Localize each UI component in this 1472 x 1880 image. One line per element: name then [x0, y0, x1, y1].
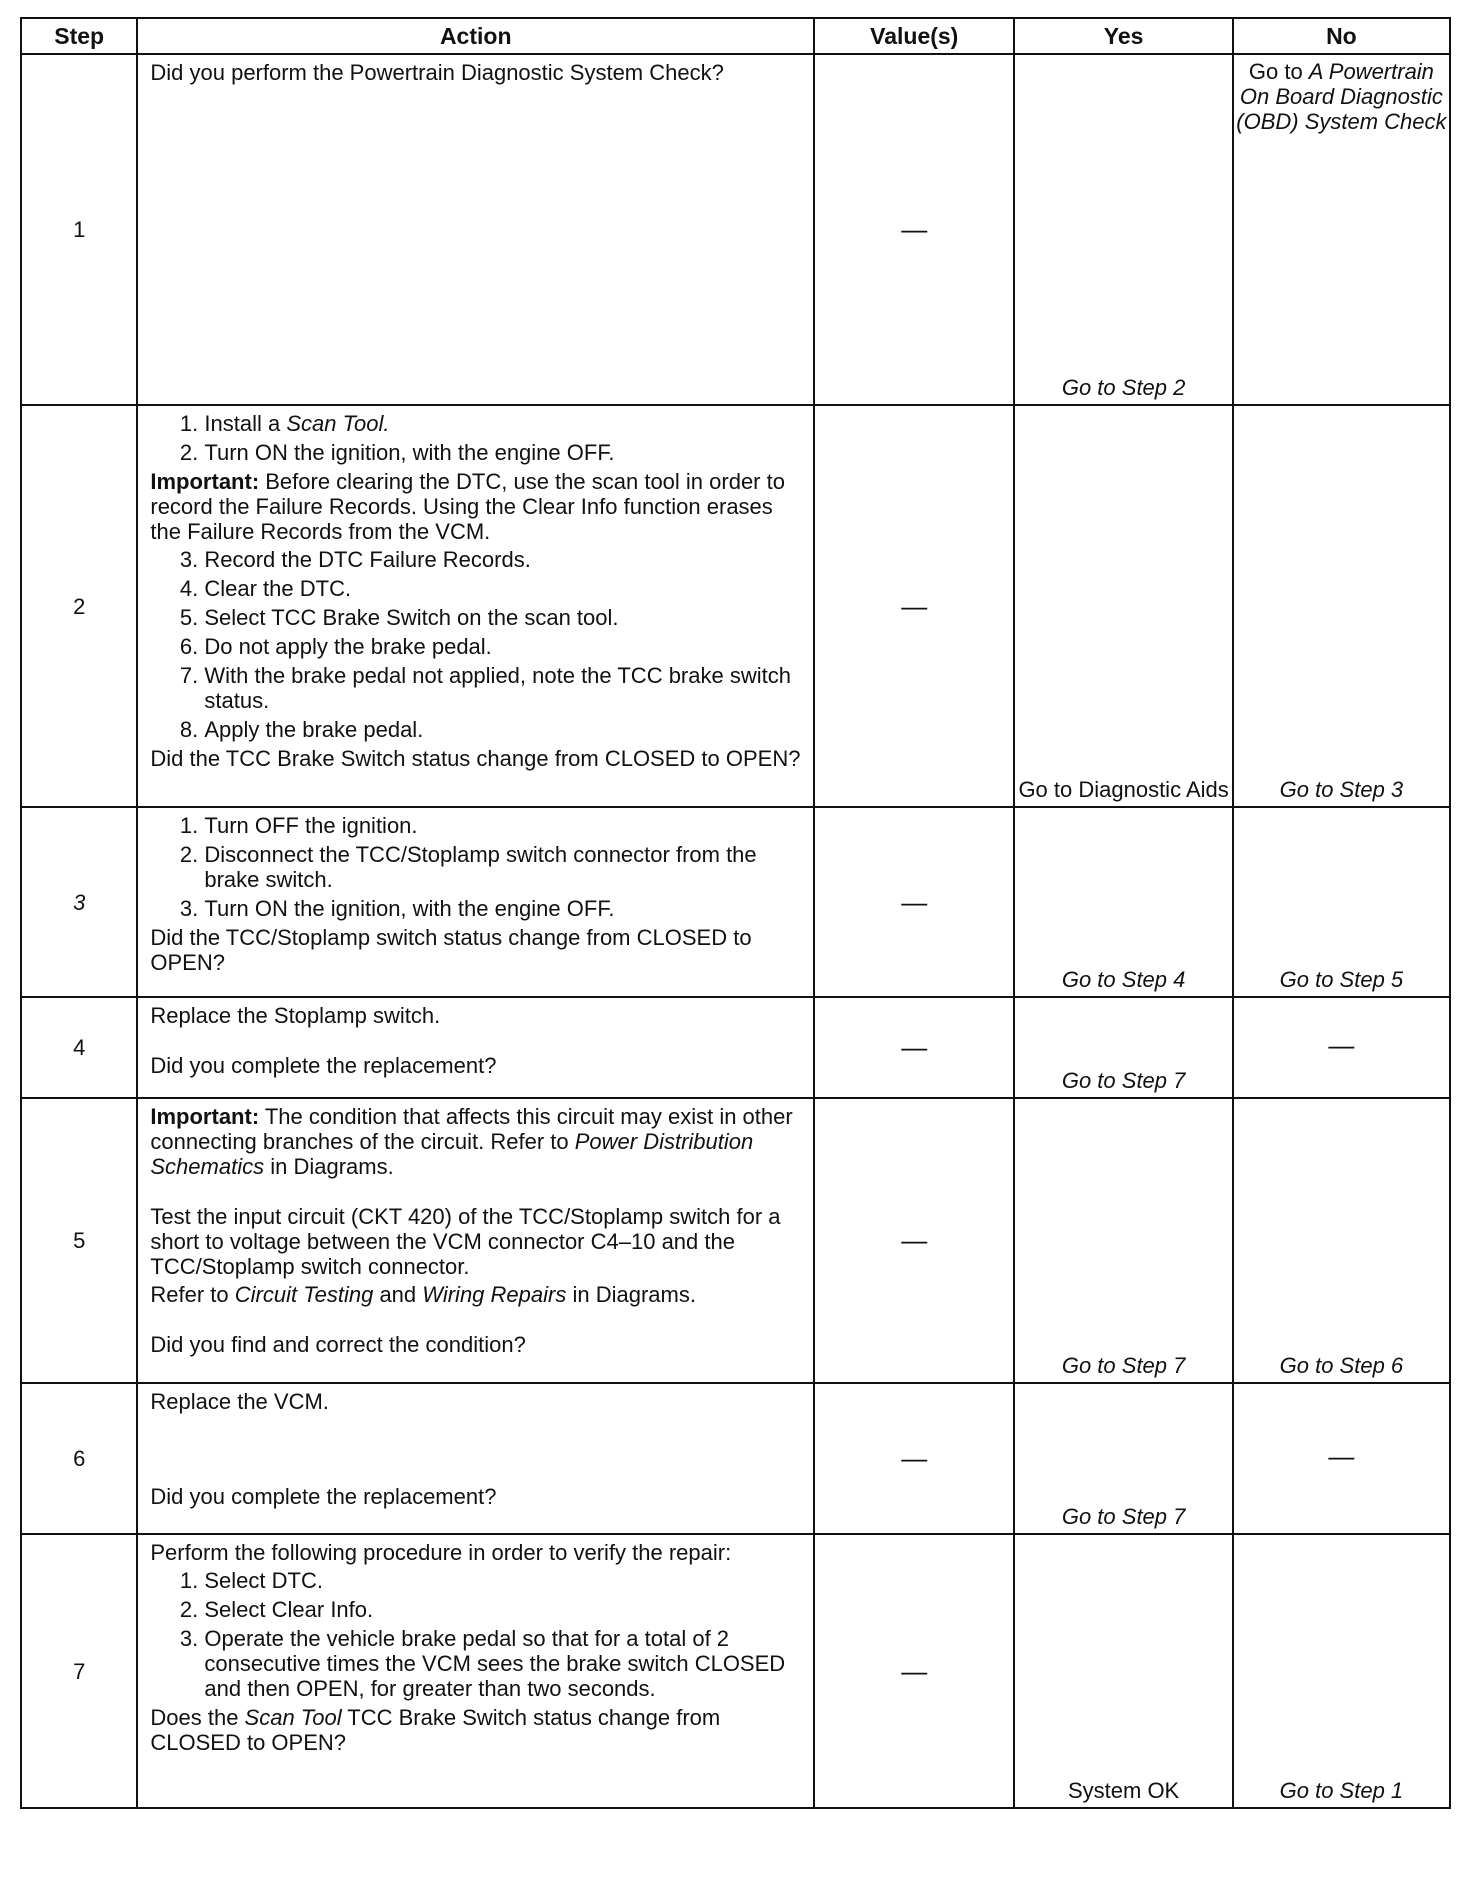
important-note — [150, 469, 803, 544]
step-list — [150, 1568, 803, 1701]
value-cell: — — [814, 54, 1014, 405]
table-row — [21, 997, 1450, 1098]
no-cell: Go to Step 3 — [1233, 405, 1450, 807]
header-row — [21, 18, 1450, 54]
value-cell: — — [814, 1534, 1014, 1808]
table-row — [21, 405, 1450, 807]
list-item: 3. Record the DTC Failure Records. — [204, 547, 803, 572]
step-number: 3 — [21, 807, 137, 997]
action-question: Did you complete the replacement? — [150, 1484, 497, 1509]
step-number: 7 — [21, 1534, 137, 1808]
action-question: Did you complete the replacement? — [150, 1053, 497, 1078]
header-no: No — [1233, 18, 1450, 54]
action-cell — [137, 54, 814, 405]
list-item: 2. Select Clear Info. — [204, 1597, 803, 1622]
table-row — [21, 1534, 1450, 1808]
table-row — [21, 807, 1450, 997]
no-prefix: Go to — [1248, 59, 1309, 84]
header-action: Action — [137, 18, 814, 54]
header-yes: Yes — [1014, 18, 1232, 54]
table-row — [21, 1383, 1450, 1534]
diagrams-ref: Diagrams. — [595, 1282, 696, 1307]
step-list — [150, 813, 803, 921]
step-list — [150, 547, 803, 742]
step-number: 1 — [21, 54, 137, 405]
value-cell: — — [814, 997, 1014, 1098]
action-question: Did the TCC Brake Switch status change from CLOSED to OPEN? — [150, 746, 801, 771]
list-item: 1. Select DTC. — [204, 1568, 803, 1593]
important-text: Before clearing the DTC, use the scan tool in order to record the Failure Records. Using the Clear Info function erases the Failure Records from the VCM. — [150, 469, 785, 544]
diagnostic-table — [20, 17, 1451, 1809]
important-label: Important: — [150, 1104, 260, 1129]
yes-cell: Go to Step 4 — [1014, 807, 1232, 997]
action-cell — [137, 405, 814, 807]
list-item: 2. Turn ON the ignition, with the engine OFF. — [204, 440, 803, 465]
header-step: Step — [21, 18, 137, 54]
action-cell — [137, 807, 814, 997]
list-item: 3. Operate the vehicle brake pedal so that for a total of 2 consecutive times the VCM sees the brake switch CLOSED and then OPEN, for greater than two seconds. — [204, 1626, 803, 1701]
yes-cell: Go to Step 7 — [1014, 1098, 1232, 1383]
list-item: 5. Select TCC Brake Switch on the scan tool. — [204, 605, 803, 630]
yes-cell: System OK — [1014, 1534, 1232, 1808]
list-item: 8. Apply the brake pedal. — [204, 717, 803, 742]
step-number: 6 — [21, 1383, 137, 1534]
wiring-repairs-ref: Wiring Repairs — [422, 1282, 567, 1307]
list-item: 3. Turn ON the ignition, with the engine OFF. — [204, 896, 803, 921]
pds-ref: Power Distribution Schematics — [150, 1129, 754, 1179]
no-cell — [1233, 54, 1450, 405]
no-cell: — — [1233, 1383, 1450, 1534]
action-question: Did you perform the Powertrain Diagnostic System Check? — [150, 60, 724, 85]
action-cell — [137, 997, 814, 1098]
step-number: 5 — [21, 1098, 137, 1383]
no-cell: Go to Step 1 — [1233, 1534, 1450, 1808]
scan-tool-ref: Scan Tool. — [286, 411, 390, 436]
no-cell: — — [1233, 997, 1450, 1098]
action-question: Does the Scan Tool TCC Brake Switch status change from CLOSED to OPEN? — [150, 1705, 721, 1755]
action-question: Did you find and correct the condition? — [150, 1332, 526, 1357]
important-label: Important: — [150, 469, 260, 494]
list-item: 6. Do not apply the brake pedal. — [204, 634, 803, 659]
action-cell — [137, 1098, 814, 1383]
list-item: 7. With the brake pedal not applied, note the TCC brake switch status. — [204, 663, 803, 713]
table-row — [21, 54, 1450, 405]
diagrams-ref: Diagrams. — [293, 1154, 394, 1179]
value-cell: — — [814, 807, 1014, 997]
value-cell: — — [814, 405, 1014, 807]
action-question: Did the TCC/Stoplamp switch status change from CLOSED to OPEN? — [150, 925, 752, 975]
action-cell — [137, 1534, 814, 1808]
test-text: Test the input circuit (CKT 420) of the TCC/Stoplamp switch for a short to voltage between the VCM connector C4–10 and the TCC/Stoplamp switch connector. — [150, 1204, 781, 1279]
no-cell: Go to Step 6 — [1233, 1098, 1450, 1383]
scan-tool-ref: Scan Tool — [244, 1705, 342, 1730]
yes-cell: Go to Step 7 — [1014, 1383, 1232, 1534]
value-cell: — — [814, 1383, 1014, 1534]
action-cell — [137, 1383, 814, 1534]
refer-line: Refer to Circuit Testing and Wiring Repairs in Diagrams. — [150, 1282, 696, 1307]
action-line: Replace the Stoplamp switch. — [150, 1003, 441, 1028]
list-item: 2. Disconnect the TCC/Stoplamp switch connector from the brake switch. — [204, 842, 803, 892]
no-link: A Powertrain On Board Diagnostic (OBD) System Check — [1236, 59, 1447, 134]
no-cell: Go to Step 5 — [1233, 807, 1450, 997]
action-line: Replace the VCM. — [150, 1389, 329, 1414]
important-note: Important: The condition that affects this circuit may exist in other connecting branches of the circuit. Refer to Power Distribution Schematics in Diagrams. — [150, 1104, 793, 1179]
step-number: 4 — [21, 997, 137, 1098]
list-item: 1. Install a Scan Tool. — [204, 411, 803, 436]
yes-cell: Go to Step 7 — [1014, 997, 1232, 1098]
step-list — [150, 411, 803, 465]
yes-cell: Go to Diagnostic Aids — [1014, 405, 1232, 807]
yes-cell: Go to Step 2 — [1014, 54, 1232, 405]
header-values: Value(s) — [814, 18, 1014, 54]
action-intro: Perform the following procedure in order to verify the repair: — [150, 1540, 732, 1565]
value-cell: — — [814, 1098, 1014, 1383]
step-number: 2 — [21, 405, 137, 807]
list-item: 1. Turn OFF the ignition. — [204, 813, 803, 838]
circuit-testing-ref: Circuit Testing — [234, 1282, 374, 1307]
list-item: 4. Clear the DTC. — [204, 576, 803, 601]
table-row — [21, 1098, 1450, 1383]
